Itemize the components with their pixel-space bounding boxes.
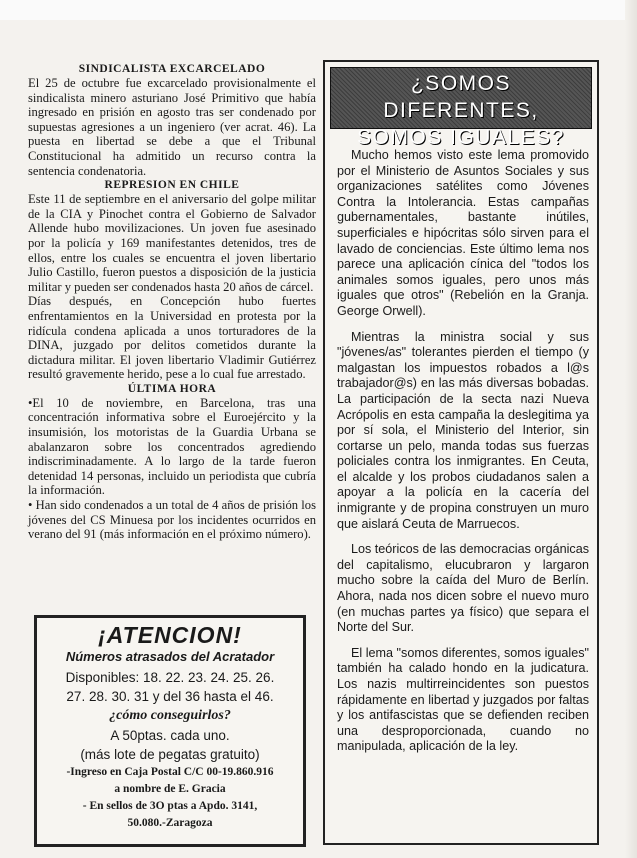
attention-available-1: Disponibles: 18. 22. 23. 24. 25. 26.: [65, 670, 275, 685]
section-title-ultima-hora: ÚLTIMA HORA: [127, 382, 217, 395]
attention-payment: -Ingreso en Caja Postal C/C 00-19.860.916: [66, 766, 274, 778]
article-box: [323, 60, 599, 845]
section-title-sindicalista: SINDICALISTA EXCARCELADO: [78, 63, 266, 75]
attention-city: 50.080.-Zaragoza: [127, 817, 213, 829]
section-text-chile-1: Este 11 de septiembre en el aniversario del golpe militar de la CIA y Pinochet contra el Gobierno de Salvador Allende hubo movilizaciones. Un joven fue asesinado por la policía y 169 manifestantes detenidos, tres de ellos, entre los cuales se encuentra el joven libertario Julio Castillo, fueron puestos a disposición de la justicia militar y pueden ser condenados hasta 20 años de cárcel.: [28, 192, 316, 294]
attention-payee: a nombre de E. Gracia: [114, 783, 226, 795]
page-top-edge: [0, 0, 637, 20]
attention-available-2: 27. 28. 30. 31 y del 36 hasta el 46.: [66, 689, 274, 704]
headline-line-2: SOMOS IGUALES?: [357, 126, 565, 149]
section-text-chile-2: Días después, en Concepción hubo fuertes enfrentamientos en la Universidad en protesta por la ridícula condena aplicada a unos torturadores de la DINA, juzgado por delitos cometidos durante la dictadura militar. El joven libertario Vladimir Gutiérrez resultó gravemente herido, pese a lo cual fue arrestado.: [28, 294, 316, 382]
attention-stamps: - En sellos de 3O ptas a Apdo. 3141,: [82, 800, 258, 812]
attention-title: ¡ATENCION!: [98, 622, 242, 648]
headline-line-1: ¿SOMOS DIFERENTES,: [383, 72, 539, 122]
article-body: [337, 148, 589, 765]
article-paragraph-4: El lema "somos diferentes, somos iguales" también ha calado hondo en la judicatura. Los nazis multirreincidentes son puestos rápidamente en libertad y juzgados por faltas y los antifascistas que se defienden reciben una desproporcionada, cuando no manipulada, aplicación de la ley.: [337, 645, 589, 754]
attention-question: ¿cómo conseguirlos?: [109, 708, 231, 723]
scan-shadow-edge: [625, 0, 637, 858]
attention-box: [34, 615, 306, 847]
section-title-chile: REPRESION EN CHILE: [104, 179, 240, 192]
section-text-ultima-hora-2: • Han sido condenados a un total de 4 años de prisión los jóvenes del CS Minuesa por los incidentes ocurridos en verano del 91 (más información en el próximo número).: [28, 498, 316, 542]
section-text-sindicalista: El 25 de octubre fue excarcelado provisionalmente el sindicalista minero asturiano José Primitivo que había ingresado en prisión en agosto tras ser condenado por supuestas agresiones a un ingeniero (ver acrat. 46). La puesta en libertad se debe a que el Tribunal Constitucional ha admitido un recurso contra la sentencia condenatoria.: [28, 76, 316, 178]
attention-extras: (más lote de pegatas gratuito): [80, 747, 260, 762]
news-column: [28, 62, 316, 542]
attention-price: A 50ptas. cada uno.: [110, 728, 230, 743]
attention-subtitle: Números atrasados del Acratador: [65, 649, 275, 664]
article-paragraph-3: Los teóricos de las democracias orgánicas del capitalismo, elucubraron y largaron mucho sobre la caída del Muro de Berlín. Ahora, nada nos dicen sobre el nuevo muro (en muchas partes ya físico) que separa el Norte del Sur.: [337, 542, 590, 635]
section-text-ultima-hora-1: •El 10 de noviembre, en Barcelona, tras una concentración informativa sobre el Euroejército y la insumisión, los motoristas de la Guardia Urbana se abalanzaron sobre los concentrados agrediendo indiscriminadamente. A lo largo de la tarde fueron detenidad 14 personas, incluido un periodista que cubría la información.: [28, 395, 316, 498]
article-paragraph-1: Mucho hemos visto este lema promovido por el Ministerio de Asuntos Sociales y sus organizaciones satélites como Jóvenes Contra la Intolerancia. Estas campañas gubernamentales, bastante inútiles, superficiales e hipócritas sólo sirven para el lavado de conciencias. Este último lema nos parece una aplicación cínica del "todos los animales somos iguales, pero unos más iguales que otros" (Rebelión en la Granja. George Orwell).: [337, 148, 589, 318]
article-headline: [330, 67, 592, 149]
article-paragraph-2: Mientras la ministra social y sus "jóvenes/as" tolerantes pierden el tiempo (y malgastan los impuestos robados a l@s trabajador@s) en las más diversas bobadas. La participación de la secta nazi Nueva Acrópolis en esta campaña la deslegitima ya por sí sola, el Ministerio del Interior, sin cortarse un pelo, manda todas sus fuerzas policiales contra los inmigrantes. En Ceuta, el alcalde y los probos ciudadanos salen a apoyar a la policía en la cacería del inmigrante y de propina construyen un muro que aislará Ceuta de Marruecos.: [337, 329, 589, 531]
